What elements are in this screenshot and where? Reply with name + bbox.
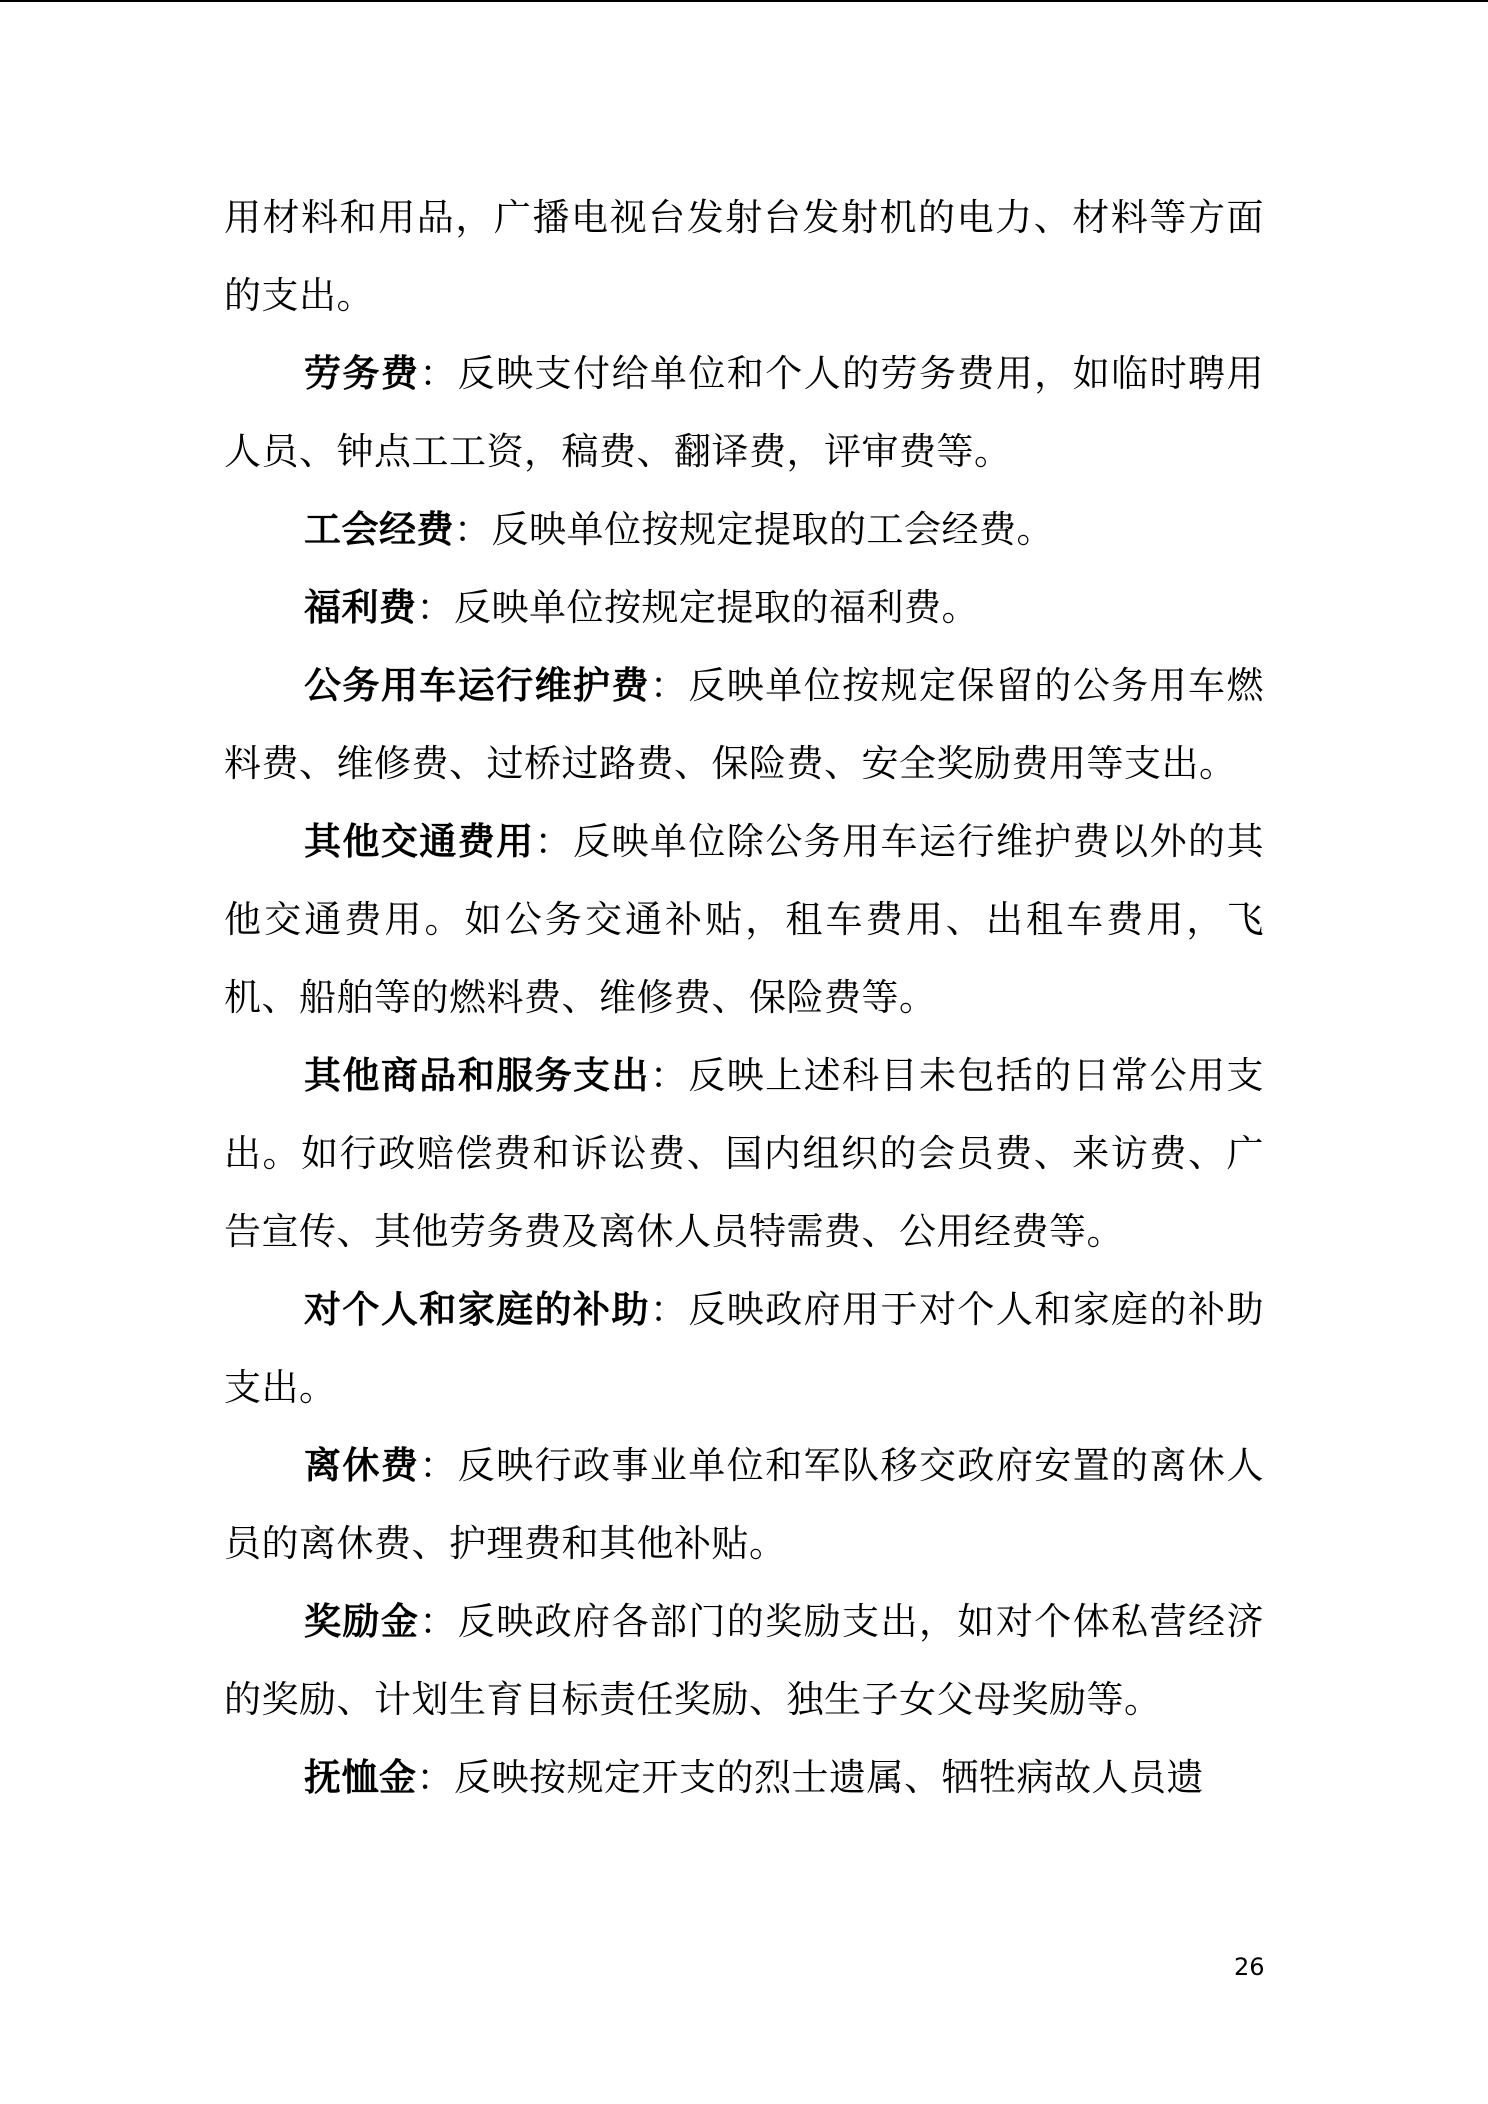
paragraph-union-fund <box>224 491 1264 569</box>
paragraph-text: ：反映政府各部门的奖励支出，如对个体私营经济的奖励、计划生育目标责任奖励、独生子女父母奖励等。 <box>224 1600 1264 1721</box>
paragraph-text: ：反映行政事业单位和军队移交政府安置的离休人员的离休费、护理费和其他补贴。 <box>224 1444 1264 1565</box>
page-number: 26 <box>1234 1953 1265 1981</box>
term-label: 其他交通费用 <box>304 820 535 863</box>
paragraph-continuation <box>224 179 1264 335</box>
paragraph-text: 用材料和用品，广播电视台发射台发射机的电力、材料等方面的支出。 <box>224 196 1264 317</box>
term-label: 离休费 <box>304 1444 420 1487</box>
paragraph-household-subsidy <box>224 1271 1264 1427</box>
paragraph-text: ：反映单位除公务用车运行维护费以外的其他交通费用。如公务交通补贴，租车费用、出租车费用，飞机、船舶等的燃料费、维修费、保险费等。 <box>224 820 1264 1019</box>
paragraph-text: ：反映按规定开支的烈士遗属、牺牲病故人员遗 <box>416 1756 1204 1799</box>
term-label: 抚恤金 <box>304 1756 417 1799</box>
term-label: 公务用车运行维护费 <box>304 664 650 707</box>
paragraph-text: ：反映单位按规定提取的工会经费。 <box>454 508 1054 551</box>
paragraph-welfare-fee <box>224 569 1264 647</box>
paragraph-pension <box>224 1739 1264 1817</box>
paragraph-retirement-fee <box>224 1427 1264 1583</box>
paragraph-text: ：反映政府用于对个人和家庭的补助支出。 <box>224 1288 1264 1409</box>
paragraph-labor-fee <box>224 335 1264 491</box>
term-label: 对个人和家庭的补助 <box>304 1288 650 1331</box>
paragraph-text: ：反映上述科目未包括的日常公用支出。如行政赔偿费和诉讼费、国内组织的会员费、来访费、广告宣传、其他劳务费及离休人员特需费、公用经费等。 <box>224 1054 1264 1253</box>
page-top-border <box>0 0 1488 2</box>
term-label: 奖励金 <box>304 1600 420 1643</box>
paragraph-text: ：反映单位按规定保留的公务用车燃料费、维修费、过桥过路费、保险费、安全奖励费用等支出。 <box>224 664 1264 785</box>
paragraph-other-transport-fee <box>224 803 1264 1037</box>
term-label: 工会经费 <box>304 508 454 551</box>
paragraph-text: ：反映单位按规定提取的福利费。 <box>416 586 979 629</box>
paragraph-official-vehicle-fee <box>224 647 1264 803</box>
paragraph-other-goods-services <box>224 1037 1264 1271</box>
term-label: 福利费 <box>304 586 417 629</box>
paragraph-text: ：反映支付给单位和个人的劳务费用，如临时聘用人员、钟点工工资，稿费、翻译费，评审费等。 <box>224 352 1264 473</box>
document-body <box>224 179 1264 1817</box>
term-label: 劳务费 <box>304 352 420 395</box>
paragraph-reward-fund <box>224 1583 1264 1739</box>
term-label: 其他商品和服务支出 <box>304 1054 650 1097</box>
